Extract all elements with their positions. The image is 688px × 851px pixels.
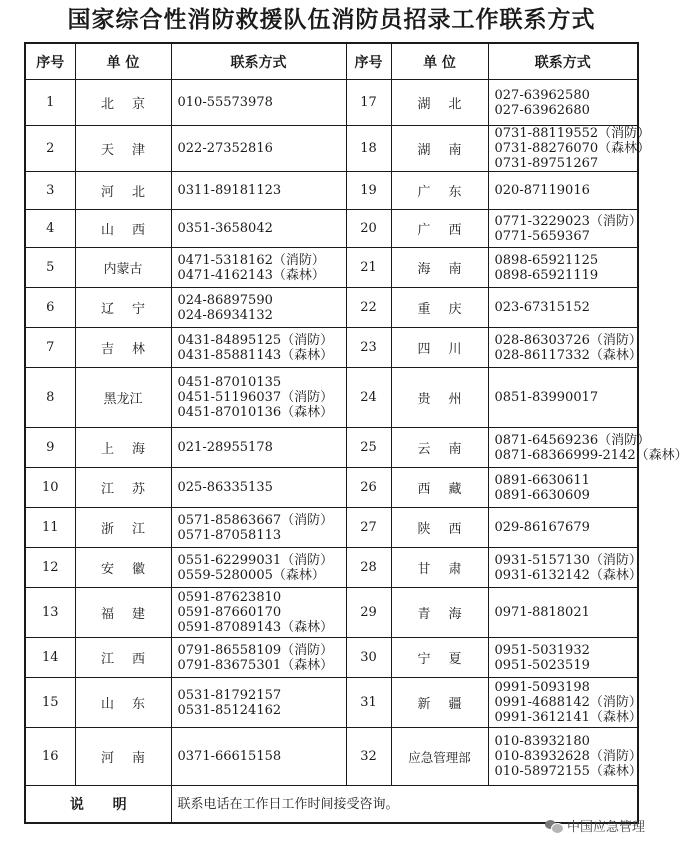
- contact-cell: [171, 210, 346, 248]
- unit-name: 安徽: [75, 548, 171, 588]
- header-unit-left: 单 位: [75, 43, 171, 80]
- contact-cell: [171, 588, 346, 638]
- phone-number: 0451-87010135: [177, 375, 282, 390]
- unit-name: 黑龙江: [75, 368, 171, 428]
- row-number: 32: [346, 728, 391, 786]
- phone-number: 0871-64569236（消防）: [494, 432, 651, 448]
- phone-number: 0591-87660170: [177, 605, 282, 620]
- contact-cell: [488, 588, 638, 638]
- phone-number: 0898-65921119: [494, 267, 599, 283]
- contact-cell: [488, 678, 642, 728]
- phone-number: 0591-87623810: [177, 590, 282, 605]
- phone-number: 0451-51196037（消防）: [177, 390, 334, 405]
- row-number: 31: [346, 678, 391, 728]
- contact-cell: [171, 126, 346, 172]
- contact-cell: [171, 172, 346, 210]
- phone-number: 0559-5280005（森林）: [177, 567, 325, 583]
- header-unit-right: 单 位: [391, 43, 488, 80]
- contact-cell: [171, 368, 346, 428]
- contact-cell: [171, 508, 346, 548]
- phone-number: 010-55573978: [177, 95, 273, 110]
- row-number: 14: [25, 638, 75, 678]
- contact-cell: [171, 548, 346, 588]
- contact-cell: [488, 288, 638, 328]
- wechat-icon: [545, 819, 563, 833]
- phone-number: 0891-6630609: [494, 487, 590, 503]
- contact-cell: [488, 368, 638, 428]
- phone-number: 0591-87089143（森林）: [177, 620, 334, 635]
- unit-name: 天津: [75, 126, 171, 172]
- contact-cell: [488, 172, 638, 210]
- phone-number: 0898-65921125: [494, 252, 599, 268]
- unit-name: 山东: [75, 678, 171, 728]
- row-number: 22: [346, 288, 391, 328]
- contact-cell: [171, 288, 346, 328]
- phone-number: 020-87119016: [494, 183, 590, 198]
- phone-number: 023-67315152: [494, 300, 590, 315]
- contact-cell: [488, 328, 642, 368]
- phone-number: 0471-5318162（消防）: [177, 252, 325, 268]
- unit-name: 河南: [75, 728, 171, 786]
- unit-name: 湖北: [391, 80, 488, 126]
- phone-number: 028-86303726（消防）: [494, 332, 642, 348]
- phone-number: 0371-66615158: [177, 749, 282, 764]
- row-number: 8: [25, 368, 75, 428]
- phone-number: 0971-8818021: [494, 605, 590, 620]
- header-no-left: 序号: [25, 43, 75, 80]
- phone-number: 010-58972155（森林）: [494, 764, 642, 779]
- unit-name: 上海: [75, 428, 171, 468]
- phone-number: 0571-87058113: [177, 527, 282, 543]
- row-number: 29: [346, 588, 391, 638]
- row-number: 10: [25, 468, 75, 508]
- phone-number: 0731-88119552（消防）: [494, 126, 651, 141]
- table-row: [25, 368, 638, 428]
- phone-number: 0531-85124162: [177, 702, 282, 718]
- unit-name: 湖南: [391, 126, 488, 172]
- phone-number: 029-86167679: [494, 520, 590, 535]
- contact-cell: [488, 210, 642, 248]
- row-number: 24: [346, 368, 391, 428]
- phone-number: 0951-5023519: [494, 657, 590, 673]
- phone-number: 010-83932628（消防）: [494, 749, 642, 764]
- phone-number: 0891-6630611: [494, 472, 590, 488]
- phone-number: 0991-4688142（消防）: [494, 695, 642, 710]
- phone-number: 0731-88276070（森林）: [494, 141, 651, 156]
- unit-name: 宁夏: [391, 638, 488, 678]
- unit-name: 江苏: [75, 468, 171, 508]
- contact-cell: [171, 248, 346, 288]
- unit-name: 辽宁: [75, 288, 171, 328]
- contact-cell: [488, 248, 638, 288]
- phone-number: 0351-3658042: [177, 221, 273, 236]
- unit-name: 青海: [391, 588, 488, 638]
- table-row: [25, 638, 638, 678]
- unit-name: 河北: [75, 172, 171, 210]
- unit-name: 陕西: [391, 508, 488, 548]
- contact-cell: [171, 328, 346, 368]
- contact-cell: [171, 468, 346, 508]
- header-no-right: 序号: [346, 43, 391, 80]
- table-header-row: [25, 43, 638, 80]
- table-row: [25, 588, 638, 638]
- contact-cell: [488, 508, 638, 548]
- contact-cell: [488, 728, 642, 786]
- table-row: [25, 210, 638, 248]
- row-number: 9: [25, 428, 75, 468]
- unit-name: 山西: [75, 210, 171, 248]
- row-number: 17: [346, 80, 391, 126]
- phone-number: 0571-85863667（消防）: [177, 512, 334, 528]
- unit-name: 云南: [391, 428, 488, 468]
- row-number: 15: [25, 678, 75, 728]
- phone-number: 0471-4162143（森林）: [177, 267, 325, 283]
- phone-number: 0931-5157130（消防）: [494, 552, 642, 568]
- phone-number: 0871-68366999-2142（森林）: [494, 447, 688, 463]
- unit-name: 北京: [75, 80, 171, 126]
- unit-name: 江西: [75, 638, 171, 678]
- table-row: [25, 288, 638, 328]
- row-number: 13: [25, 588, 75, 638]
- row-number: 2: [25, 126, 75, 172]
- table-row: [25, 428, 638, 468]
- contact-cell: [488, 468, 638, 508]
- contact-cell: [488, 126, 651, 172]
- unit-name: 应急管理部: [391, 728, 488, 786]
- row-number: 26: [346, 468, 391, 508]
- table-row: [25, 126, 638, 172]
- footer-label: 说 明: [25, 786, 171, 824]
- phone-number: 027-63962680: [494, 102, 590, 118]
- phone-number: 0731-89751267: [494, 156, 599, 171]
- contact-cell: [488, 548, 642, 588]
- table-row: [25, 468, 638, 508]
- row-number: 3: [25, 172, 75, 210]
- row-number: 7: [25, 328, 75, 368]
- row-number: 21: [346, 248, 391, 288]
- contact-cell: [488, 428, 688, 468]
- row-number: 19: [346, 172, 391, 210]
- contact-cell: [171, 678, 346, 728]
- header-contact-left: 联系方式: [171, 43, 346, 80]
- unit-name: 重庆: [391, 288, 488, 328]
- table-row: [25, 548, 638, 588]
- unit-name: 广西: [391, 210, 488, 248]
- phone-number: 010-83932180: [494, 734, 590, 749]
- table-body: [25, 80, 688, 786]
- phone-number: 0791-83675301（森林）: [177, 657, 334, 673]
- phone-number: 0951-5031932: [494, 642, 590, 658]
- row-number: 11: [25, 508, 75, 548]
- unit-name: 福建: [75, 588, 171, 638]
- contact-cell: [171, 428, 346, 468]
- row-number: 6: [25, 288, 75, 328]
- page-title: 国家综合性消防救援队伍消防员招录工作联系方式: [67, 6, 596, 33]
- phone-number: 0431-85881143（森林）: [177, 347, 334, 363]
- row-number: 5: [25, 248, 75, 288]
- unit-name: 贵州: [391, 368, 488, 428]
- phone-number: 027-63962580: [494, 87, 590, 103]
- phone-number: 021-28955178: [177, 440, 273, 455]
- table-row: [25, 678, 638, 728]
- unit-name: 新疆: [391, 678, 488, 728]
- row-number: 30: [346, 638, 391, 678]
- row-number: 23: [346, 328, 391, 368]
- table-row: [25, 728, 638, 786]
- table-row: [25, 508, 638, 548]
- row-number: 28: [346, 548, 391, 588]
- row-number: 18: [346, 126, 391, 172]
- contact-cell: [488, 638, 638, 678]
- table-row: [25, 172, 638, 210]
- phone-number: 0451-87010136（森林）: [177, 405, 334, 420]
- table-row: [25, 328, 638, 368]
- phone-number: 022-27352816: [177, 141, 273, 156]
- unit-name: 四川: [391, 328, 488, 368]
- phone-number: 0931-6132142（森林）: [494, 567, 642, 583]
- row-number: 25: [346, 428, 391, 468]
- row-number: 12: [25, 548, 75, 588]
- unit-name: 广东: [391, 172, 488, 210]
- phone-number: 0851-83990017: [494, 390, 599, 405]
- phone-number: 024-86897590: [177, 292, 273, 308]
- phone-number: 0531-81792157: [177, 687, 282, 703]
- footer-note: 联系电话在工作日工作时间接受咨询。: [171, 786, 638, 824]
- contact-cell: [171, 80, 346, 126]
- row-number: 4: [25, 210, 75, 248]
- contact-cell: [171, 638, 346, 678]
- header-contact-right: 联系方式: [488, 43, 638, 80]
- table-row: [25, 80, 638, 126]
- unit-name: 内蒙古: [75, 248, 171, 288]
- unit-name: 浙江: [75, 508, 171, 548]
- phone-number: 0771-5659367: [494, 228, 590, 244]
- contact-cell: [171, 728, 346, 786]
- source-watermark: [545, 816, 645, 835]
- phone-number: 0311-89181123: [177, 183, 282, 198]
- row-number: 20: [346, 210, 391, 248]
- unit-name: 吉林: [75, 328, 171, 368]
- unit-name: 甘肃: [391, 548, 488, 588]
- contact-table: [24, 42, 688, 824]
- row-number: 16: [25, 728, 75, 786]
- phone-number: 024-86934132: [177, 307, 273, 323]
- phone-number: 028-86117332（森林）: [494, 347, 642, 363]
- phone-number: 0551-62299031（消防）: [177, 552, 334, 568]
- phone-number: 0431-84895125（消防）: [177, 332, 334, 348]
- table-row: [25, 248, 638, 288]
- watermark-text: 中国应急管理: [566, 820, 645, 835]
- row-number: 27: [346, 508, 391, 548]
- unit-name: 海南: [391, 248, 488, 288]
- phone-number: 0991-5093198: [494, 680, 590, 695]
- phone-number: 0771-3229023（消防）: [494, 213, 642, 229]
- phone-number: 0791-86558109（消防）: [177, 642, 334, 658]
- phone-number: 0991-3612141（森林）: [494, 710, 642, 725]
- phone-number: 025-86335135: [177, 480, 273, 495]
- unit-name: 西藏: [391, 468, 488, 508]
- row-number: 1: [25, 80, 75, 126]
- contact-cell: [488, 80, 638, 126]
